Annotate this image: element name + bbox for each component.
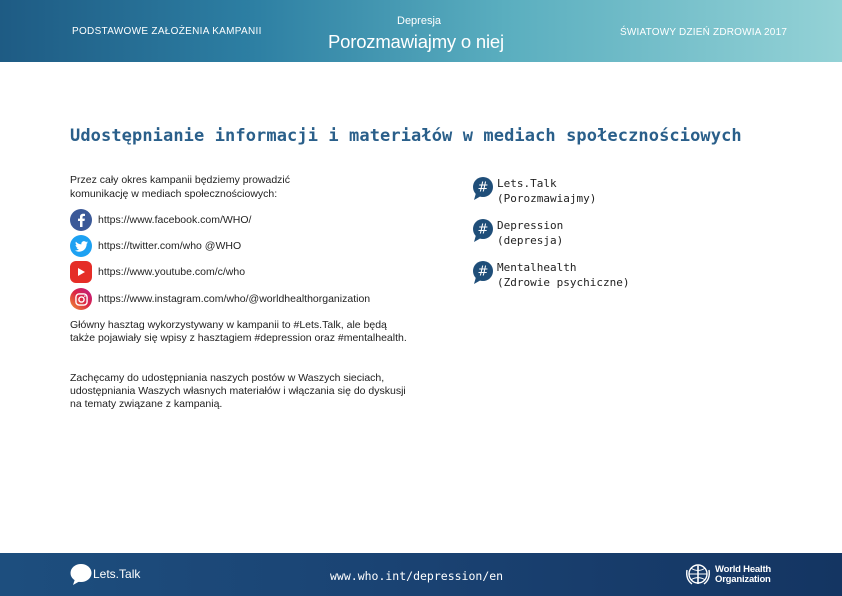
footer-campaign-label: Lets.Talk bbox=[93, 567, 141, 581]
hashtag-name: Lets.Talk bbox=[497, 177, 557, 190]
hashtag-translation: (depresja) bbox=[497, 233, 564, 247]
svg-text:#: # bbox=[477, 222, 489, 238]
hashtag-icon bbox=[472, 177, 494, 201]
hashtag-translation: (Porozmawiajmy) bbox=[497, 191, 597, 205]
facebook-link[interactable]: https://www.facebook.com/WHO/ bbox=[98, 214, 252, 226]
page-heading: Udostępnianie informacji i materiałów w mediach społecznościowych bbox=[70, 126, 742, 146]
facebook-icon bbox=[70, 209, 92, 231]
hashtag-paragraph: Główny hasztag wykorzystywany w kampanii to #Lets.Talk, ale będą także pojawiały się wpisy z hasztagiem #depression oraz #mentalhealth. bbox=[70, 319, 407, 344]
svg-text:#: # bbox=[477, 180, 489, 196]
hashtag-item bbox=[472, 219, 563, 248]
who-logo bbox=[684, 561, 771, 589]
social-item-facebook[interactable] bbox=[70, 208, 251, 232]
social-item-instagram[interactable] bbox=[70, 287, 370, 311]
who-name-line2: Organization bbox=[715, 574, 771, 585]
who-emblem-icon bbox=[684, 561, 712, 589]
top-banner bbox=[0, 0, 842, 62]
hashtag-icon bbox=[472, 219, 494, 243]
campaign-subtitle: Depresja bbox=[397, 15, 442, 27]
intro-text: Przez cały okres kampanii będziemy prowadzić komunikację w mediach społecznościowych: bbox=[70, 174, 291, 200]
hashtag-item bbox=[472, 261, 629, 290]
hashtag-icon bbox=[472, 261, 494, 285]
who-name-line1: World Health bbox=[715, 564, 772, 575]
instagram-icon bbox=[70, 288, 92, 310]
hashtag-translation: (Zdrowie psychiczne) bbox=[497, 275, 630, 289]
section-label: PODSTAWOWE ZAŁOŻENIA KAMPANII bbox=[72, 26, 262, 37]
svg-text:#: # bbox=[477, 264, 489, 280]
footer-url[interactable]: www.who.int/depression/en bbox=[330, 569, 504, 583]
footer-bar bbox=[0, 553, 842, 596]
speech-bubble-icon bbox=[70, 563, 92, 585]
campaign-title: Porozmawiajmy o niej bbox=[328, 31, 504, 52]
footer-campaign bbox=[70, 563, 140, 585]
twitter-link[interactable]: https://twitter.com/who @WHO bbox=[98, 240, 242, 252]
event-label: ŚWIATOWY DZIEŃ ZDROWIA 2017 bbox=[620, 27, 788, 38]
hashtag-name: Depression bbox=[497, 219, 564, 232]
youtube-icon bbox=[70, 261, 92, 283]
twitter-icon bbox=[70, 235, 92, 257]
youtube-link[interactable]: https://www.youtube.com/c/who bbox=[98, 266, 246, 278]
hashtag-item bbox=[472, 177, 596, 206]
hashtag-name: Mentalhealth bbox=[497, 261, 577, 274]
share-paragraph: Zachęcamy do udostępniania naszych postów w Waszych sieciach, udostępniania Waszych własnych materiałów i włączania się do dyskusji na tematy związane z kampanią. bbox=[70, 372, 406, 410]
instagram-link[interactable]: https://www.instagram.com/who/@worldhealthorganization bbox=[98, 293, 371, 305]
social-item-youtube[interactable] bbox=[70, 260, 245, 284]
social-item-twitter[interactable] bbox=[70, 234, 241, 258]
